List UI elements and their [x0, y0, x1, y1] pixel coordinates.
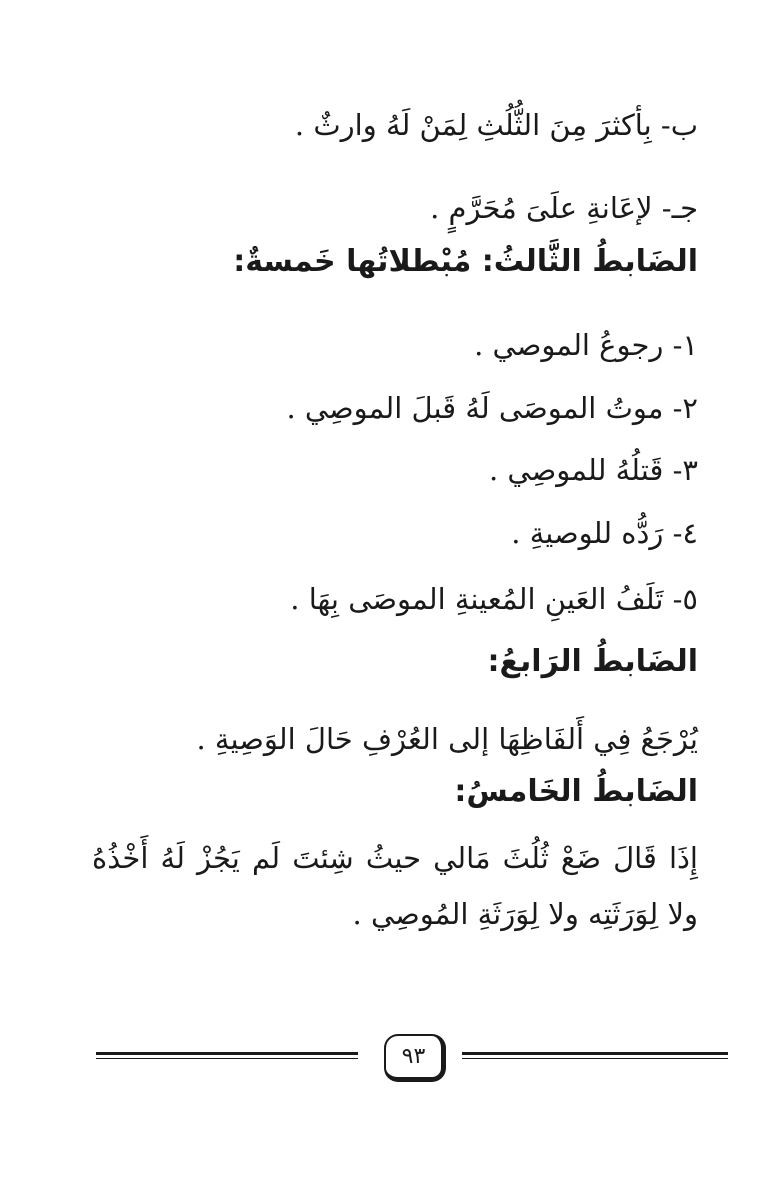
footer-rule-left: [96, 1052, 358, 1059]
footer-rule-right: [462, 1052, 728, 1059]
item-j: جـ- لإعَانةِ علَىَ مُحَرَّمٍ .: [430, 191, 698, 225]
heading-rule-4: الضَابطُ الرَابعُ:: [487, 644, 698, 679]
list-item-5: ٥- تَلَفُ العَينِ المُعينةِ الموصَى بِهَا .: [290, 582, 698, 616]
paragraph-rule-5: إِذَا قَالَ ضَعْ ثُلُثَ مَالي حيثُ شِئتَ لَم يَجُزْ لَهُ أَخْذُهُ ولا لِوَرَثَتِه ولا لِوَرَثَةِ المُوصِي .: [92, 841, 698, 931]
list-item-4: ٤- رَدُّه للوصيةِ .: [511, 516, 698, 550]
heading-rule-5: الضَابطُ الخَامسُ:: [454, 774, 698, 809]
page-number: ٩٣: [384, 1034, 446, 1082]
list-item-2: ٢- موتُ الموصَى لَهُ قَبلَ الموصِي .: [286, 391, 698, 425]
list-item-1: ١- رجوعُ الموصي .: [474, 328, 698, 362]
item-b: ب- بِأكثرَ مِنَ الثُّلُثِ لِمَنْ لَهُ وارثٌ .: [294, 108, 698, 142]
list-item-3: ٣- قَتلُهُ للموصِي .: [489, 453, 698, 487]
paragraph-rule-4: يُرْجَعُ فِي أَلفَاظِهَا إلى العُرْفِ حَالَ الوَصِيةِ .: [196, 722, 698, 756]
heading-rule-3: الضَابطُ الثَّالثُ: مُبْطلاتُها خَمسةٌ:: [233, 244, 698, 279]
